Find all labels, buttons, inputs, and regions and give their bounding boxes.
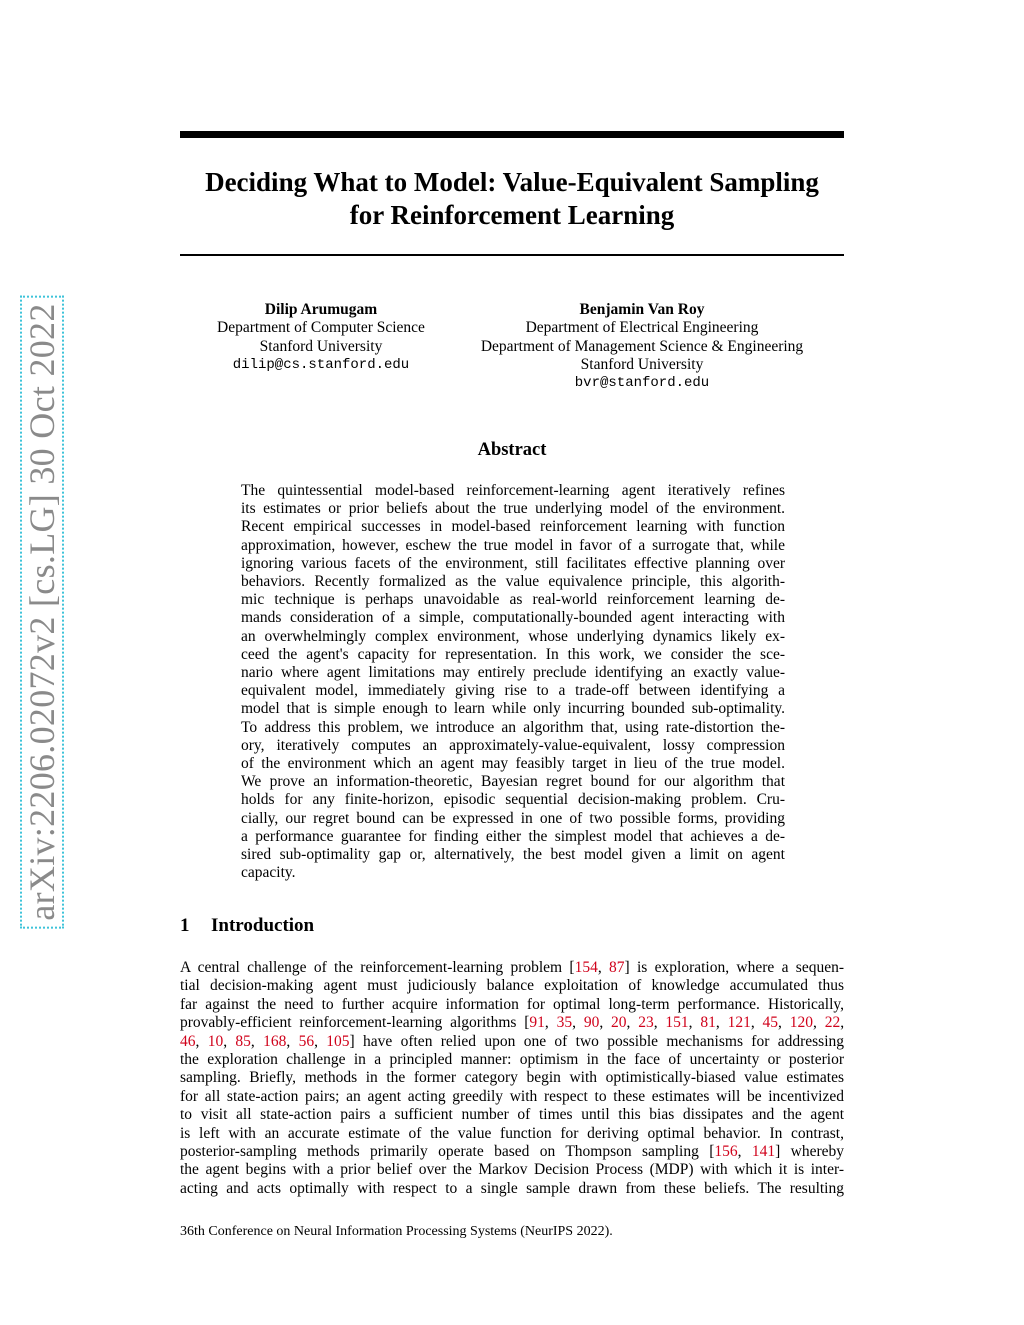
abstract-line: ignoring various facets of the environment, still facilitates effective planning over xyxy=(241,554,785,572)
citation-link[interactable]: 23 xyxy=(638,1014,654,1032)
author-affiliation: Department of Management Science & Engineering xyxy=(480,337,804,355)
title-line-2: for Reinforcement Learning xyxy=(349,200,675,230)
abstract-body xyxy=(241,482,785,882)
abstract-line: an overwhelmingly complex environment, whose underlying dynamics likely ex- xyxy=(241,627,785,645)
intro-line: for all state-action pairs; an agent acting greedily with respect to these estimates will be incentivized xyxy=(180,1087,844,1105)
abstract-line: of the environment which an agent may feasibly target in lieu of the true model. xyxy=(241,755,785,773)
abstract-line: We prove an information-theoretic, Bayesian regret bound for our algorithm that xyxy=(241,773,785,791)
intro-line: far against the need to further acquire information for optimal long-term performance. Historically, xyxy=(180,995,844,1013)
intro-line: to visit all state-action pairs a sufficient number of times until this bias dissipates and the agent xyxy=(180,1106,844,1124)
citation-link[interactable]: 90 xyxy=(583,1014,600,1032)
abstract-line: ory, iteratively computes an approximately-value-equivalent, lossy compression xyxy=(241,736,785,754)
citation-link[interactable]: 168 xyxy=(263,1032,287,1050)
author-block-2 xyxy=(462,301,822,392)
abstract-line: holds for any finite-horizon, episodic sequential decision-making problem. Cru- xyxy=(241,791,785,809)
intro-line: 46, 10, 85, 168, 56, 105] have often relied upon one of two possible mechanisms for addressing xyxy=(180,1032,845,1050)
citation-link[interactable]: 151 xyxy=(665,1014,689,1032)
citation-link[interactable]: 45 xyxy=(762,1014,779,1032)
citation-link[interactable]: 105 xyxy=(326,1032,350,1050)
citation-link[interactable]: 22 xyxy=(824,1014,841,1032)
intro-line: posterior-sampling methods primarily operate based on Thompson sampling [156, 141] whereby xyxy=(180,1143,845,1161)
intro-line: sampling. Briefly, methods in the former category begin with optimistically-biased value estimates xyxy=(180,1069,844,1087)
author-email[interactable]: dilip@cs.stanford.edu xyxy=(232,356,410,373)
abstract-line: sired sub-optimality gap or, alternatively, the best model given a limit on agent xyxy=(241,846,785,864)
author-email[interactable]: bvr@stanford.edu xyxy=(574,375,710,392)
section-title: Introduction xyxy=(211,915,315,936)
citation-link[interactable]: 81 xyxy=(700,1014,716,1032)
abstract-line: nario where agent limitations may entirely preclude identifying an exactly value- xyxy=(241,664,785,682)
intro-line: the exploration challenge in a principled manner: optimism in the face of uncertainty or posterior xyxy=(180,1051,844,1069)
title-line-1: Deciding What to Model: Value-Equivalent Sampling xyxy=(205,167,819,197)
title-top-rule xyxy=(180,131,844,138)
citation-link[interactable]: 35 xyxy=(556,1014,573,1032)
intro-line: acting and acts optimally with respect to a single sample drawn from these beliefs. The resulting xyxy=(180,1179,844,1197)
abstract-line: equivalent model, immediately giving rise to a trade-off between identifying a xyxy=(241,682,785,700)
author-block-1 xyxy=(196,301,446,374)
conference-footer: 36th Conference on Neural Information Processing Systems (NeurIPS 2022). xyxy=(180,1224,613,1239)
intro-line: tial decision-making agent must judiciously balance exploitation of knowledge accumulated thus xyxy=(180,977,844,995)
citation-link[interactable]: 85 xyxy=(235,1032,251,1050)
abstract-line: The quintessential model-based reinforcement-learning agent iteratively refines xyxy=(241,482,785,499)
citation-link[interactable]: 141 xyxy=(751,1143,776,1161)
citation-link[interactable]: 156 xyxy=(714,1143,738,1161)
title-bottom-rule xyxy=(180,254,844,256)
section-number: 1 xyxy=(180,915,190,936)
abstract-line: a performance guarantee for finding either the simplest model that achieves a de- xyxy=(241,827,785,845)
abstract-line: behaviors. Recently formalized as the value equivalence principle, this algorith- xyxy=(241,573,785,591)
abstract-heading: Abstract xyxy=(477,440,547,460)
author-name: Dilip Arumugam xyxy=(264,301,378,318)
intro-line: A central challenge of the reinforcement-learning problem [154, 87] is exploration, where a sequen- xyxy=(180,959,844,976)
arxiv-stamp[interactable]: arXiv:2206.02072v2 [cs.LG] 30 Oct 2022 xyxy=(20,295,64,928)
abstract-line: Recent empirical successes in model-based reinforcement learning with function xyxy=(241,518,785,536)
abstract-line: ceed the agent's capacity for representation. In this work, we consider the sce- xyxy=(241,645,785,663)
intro-line: provably-efficient reinforcement-learning algorithms [91, 35, 90, 20, 23, 151, 81, 121, 45, 120, 22, xyxy=(180,1014,845,1032)
citation-link[interactable]: 20 xyxy=(611,1014,627,1032)
citation-link[interactable]: 46 xyxy=(180,1032,196,1050)
citation-link[interactable]: 154 xyxy=(574,959,598,976)
abstract-line: mic technique is perhaps unavoidable as real-world reinforcement learning de- xyxy=(241,591,785,609)
author-affiliation: Department of Computer Science xyxy=(217,319,425,337)
citation-link[interactable]: 56 xyxy=(298,1032,315,1050)
abstract-line: approximation, however, eschew the true model in favor of a surrogate that, while xyxy=(241,536,785,554)
introduction-body xyxy=(180,959,844,1198)
abstract-line: its estimates or prior beliefs about the true underlying model of the environment. xyxy=(241,500,785,518)
abstract-line: cially, our regret bound can be expressed in one of two possible forms, providing xyxy=(241,809,785,827)
abstract-line: mands consideration of a simple, computationally-bounded agent interacting with xyxy=(241,609,785,627)
citation-link[interactable]: 87 xyxy=(609,959,625,976)
author-affiliation: Stanford University xyxy=(580,355,704,373)
author-affiliation: Department of Electrical Engineering xyxy=(525,319,759,337)
abstract-line: model that is simple enough to learn while only incurring bounded sub-optimality. xyxy=(241,700,785,718)
author-affiliation: Stanford University xyxy=(259,337,383,355)
citation-link[interactable]: 121 xyxy=(727,1014,751,1032)
citation-link[interactable]: 120 xyxy=(789,1014,813,1032)
abstract-line: capacity. xyxy=(241,864,296,882)
abstract-line: To address this problem, we introduce an algorithm that, using rate-distortion the- xyxy=(241,718,785,736)
author-name: Benjamin Van Roy xyxy=(579,301,705,318)
section-heading-introduction xyxy=(180,915,314,937)
paper-title xyxy=(170,166,854,232)
citation-link[interactable]: 91 xyxy=(529,1014,545,1032)
intro-line: the agent begins with a prior belief over the Markov Decision Process (MDP) with which it is inter- xyxy=(180,1161,844,1179)
intro-line: is left with an accurate estimate of the value function for deriving optimal behavior. In contrast, xyxy=(180,1124,844,1142)
citation-link[interactable]: 10 xyxy=(207,1032,224,1050)
